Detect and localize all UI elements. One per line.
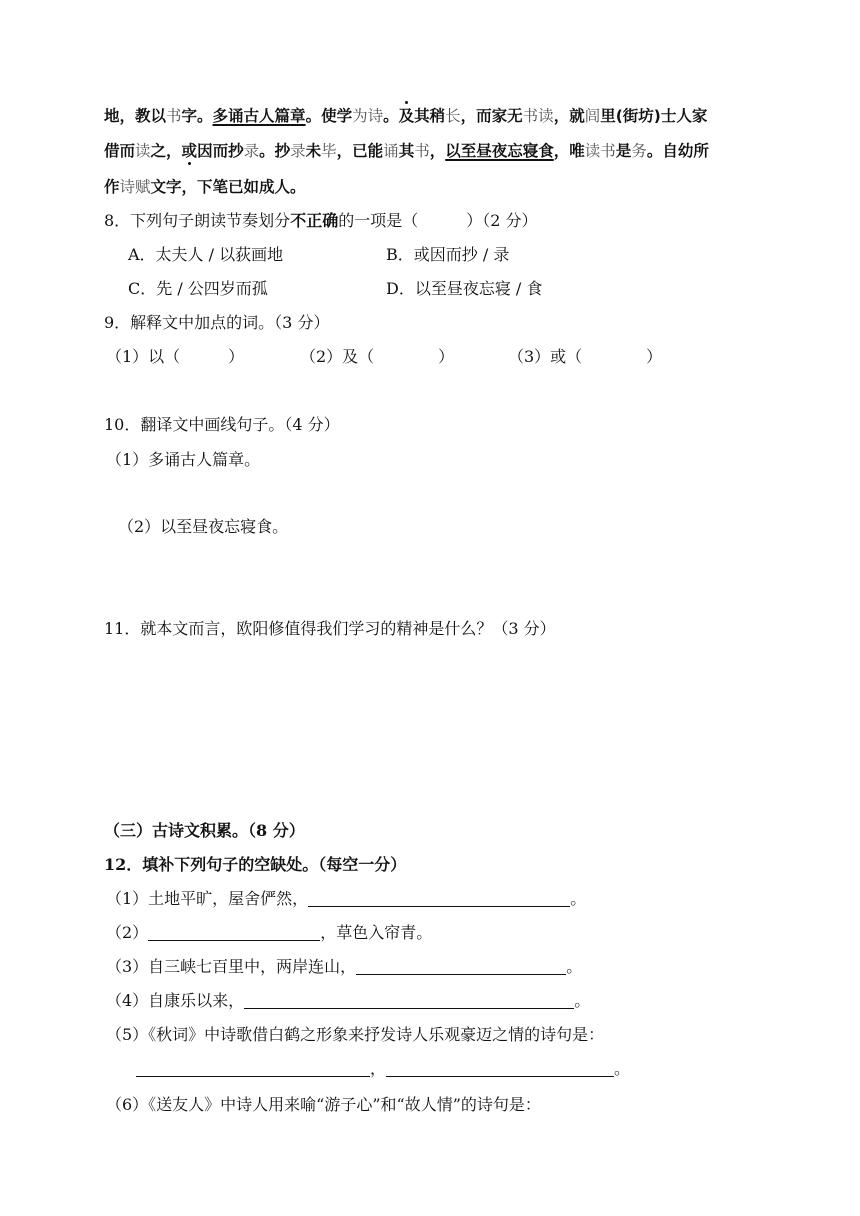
fill-item-5: （5）《秋词》中诗歌借白鹤之形象来抒发诗人乐观豪迈之情的诗句是： [106, 1025, 605, 1044]
question-11-stem: 11．就本文而言，欧阳修值得我们学习的精神是什么？（3 分） [104, 619, 556, 638]
question-10-stem: 10．翻译文中画线句子。（4 分） [104, 415, 340, 434]
q9-part-1: （1）以（ ） [106, 347, 245, 366]
section-3-title: （三）古诗文积累。（8 分） [104, 821, 305, 840]
text: 地，教以 [104, 107, 167, 125]
text: ，而家无 [460, 107, 523, 125]
text: 的一项是（ ）（2 分） [338, 211, 538, 230]
option-b: B．或因而抄 / 录 [386, 245, 510, 264]
text: 书 [166, 107, 182, 125]
answer-blank[interactable] [148, 924, 320, 941]
question-8-stem [104, 210, 537, 232]
option-a: A．太夫人 / 以荻画地 [128, 245, 284, 264]
text: 未 [305, 142, 322, 160]
option-c: C．先 / 公四岁而孤 [128, 279, 268, 298]
text: ，就 [553, 107, 585, 125]
text: （3）自三峡七百里中，两岸连山， [106, 957, 357, 976]
option-d: D．以至昼夜忘寝 / 食 [386, 279, 543, 298]
passage-line-2 [104, 140, 709, 162]
fill-item-5-blanks [136, 1058, 630, 1080]
text: 为诗 [352, 107, 384, 125]
text: ，草色入帘青。 [320, 923, 433, 942]
text: ，已能 [336, 142, 384, 160]
fill-item-6: （6）《送友人》中诗人用来喻“游子心”和“故人情”的诗句是： [106, 1095, 541, 1114]
fill-item-2 [106, 922, 432, 944]
text: 书 [414, 142, 430, 160]
text: 。 [574, 991, 591, 1010]
text: 其稍 [414, 107, 446, 125]
text: 。 [383, 107, 399, 125]
text: 字。 [181, 107, 213, 125]
dotted-word-ji: 及 [398, 107, 415, 125]
fill-item-3 [106, 956, 582, 978]
text: ，唯 [553, 142, 585, 160]
text: 8．下列句子朗读节奏划分 [104, 211, 291, 230]
text: 闾 [584, 107, 601, 125]
question-12-stem: 12．填补下列句子的空缺处。（每空一分） [104, 855, 407, 874]
q9-part-2: （2）及（ ） [300, 347, 455, 366]
text: ， [370, 1059, 387, 1078]
text: 里(街坊)士人家 [600, 107, 708, 125]
text: 录 [243, 142, 260, 160]
text: 。抄 [259, 142, 291, 160]
emphasis-text: 不正确 [290, 211, 339, 230]
underlined-sentence-1: 多诵古人篇章 [212, 107, 306, 125]
dotted-word-huo: 或 [181, 142, 198, 160]
text: 文字，下笔已如成人。 [150, 178, 306, 196]
text: （2） [106, 923, 149, 942]
fill-item-4 [106, 990, 590, 1012]
text: 长 [445, 107, 461, 125]
text: 诗赋 [119, 178, 151, 196]
text: 读 [135, 142, 151, 160]
answer-blank[interactable] [308, 890, 570, 907]
text: ， [429, 142, 446, 160]
text: 书读 [522, 107, 554, 125]
q10-part-2: （2）以至昼夜忘寝食。 [118, 517, 289, 536]
text: 借而 [104, 142, 136, 160]
text: 因而抄 [197, 142, 244, 160]
q10-part-1: （1）多诵古人篇章。 [106, 450, 261, 469]
underlined-sentence-2: 以至昼夜忘寝食 [445, 142, 554, 160]
answer-blank[interactable] [356, 958, 566, 975]
text: 作 [104, 178, 120, 196]
text: 务 [631, 142, 647, 160]
text: 其 [398, 142, 415, 160]
text: 。 [570, 889, 587, 908]
answer-blank[interactable] [244, 992, 574, 1009]
passage-line-1 [104, 105, 707, 127]
answer-blank[interactable] [386, 1060, 614, 1077]
text: 。 [566, 957, 583, 976]
question-9-stem: 9．解释文中加点的词。（3 分） [104, 313, 330, 332]
text: 录 [290, 142, 306, 160]
text: （1）土地平旷，屋舍俨然， [106, 889, 309, 908]
text: 毕 [321, 142, 337, 160]
fill-item-1 [106, 888, 586, 910]
text: 。使学 [305, 107, 353, 125]
text: 诵 [383, 142, 399, 160]
text: （4）自康乐以来， [106, 991, 245, 1010]
text: 是 [615, 142, 632, 160]
text: 。自幼所 [646, 142, 709, 160]
q9-part-3: （3）或（ ） [508, 347, 663, 366]
text: 。 [614, 1059, 631, 1078]
text: 读书 [584, 142, 616, 160]
passage-line-3 [104, 176, 306, 198]
answer-blank[interactable] [136, 1060, 370, 1077]
text: 之， [150, 142, 182, 160]
